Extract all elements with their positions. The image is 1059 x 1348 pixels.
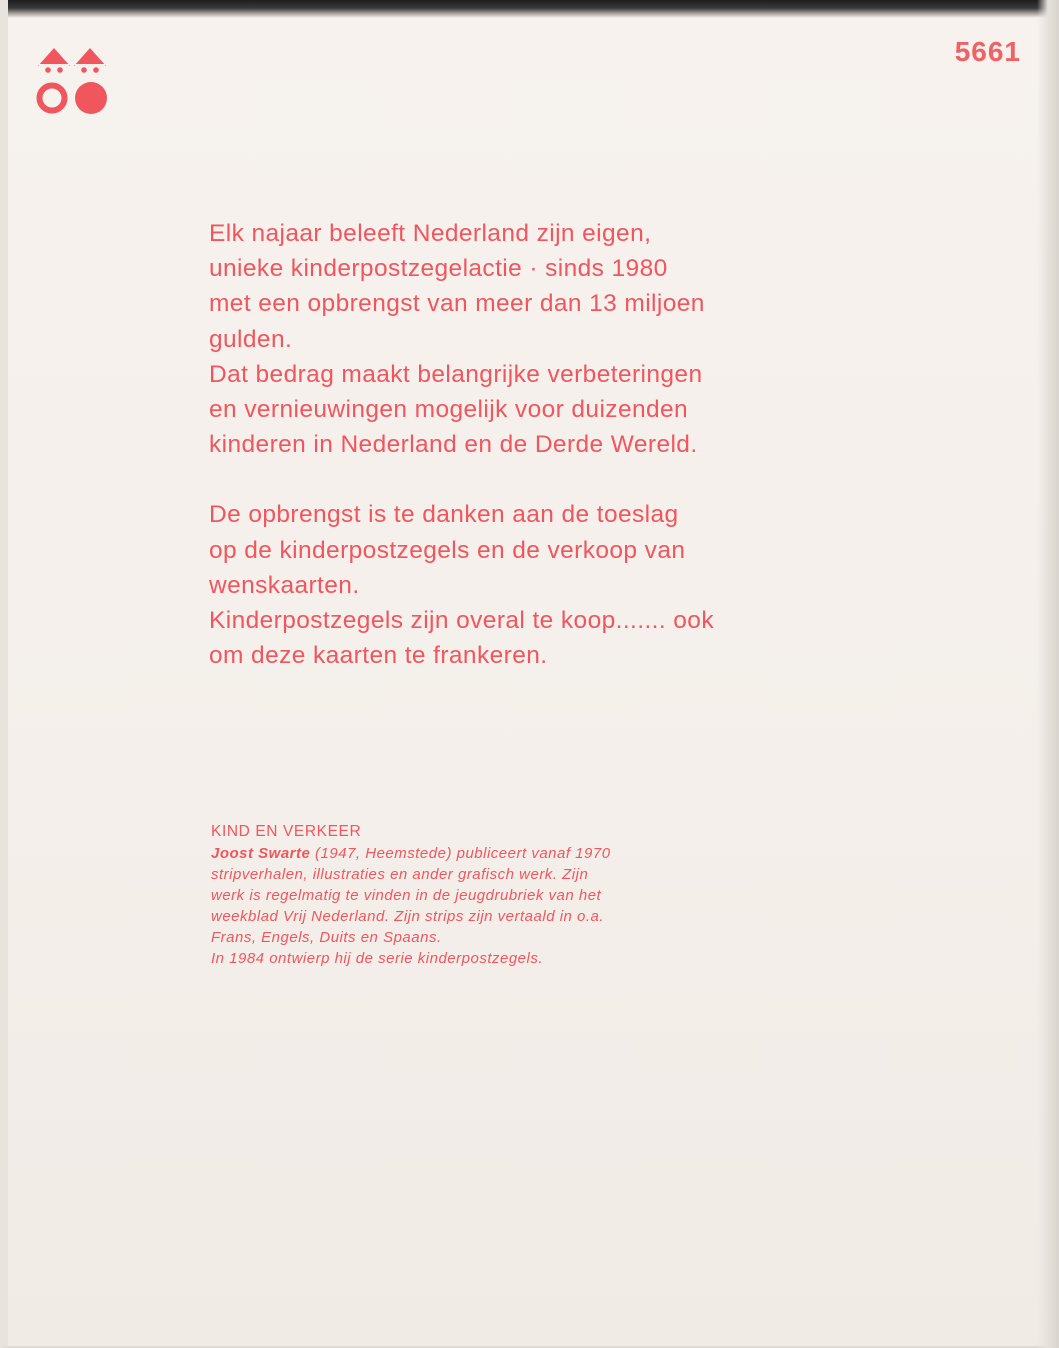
artist-name: Joost Swarte <box>211 845 311 862</box>
main-paragraph-1: Elk najaar beleeft Nederland zijn eigen, unieke kinderpostzegelactie · sinds 1980 met een opbrengst van meer dan 13 miljoen gulden. Dat bedrag maakt belangrijke verbeteringen en vernieuwingen mogelijk voor duizenden kinderen in Nederland en de Derde Wereld. <box>209 220 705 459</box>
artist-bio: (1947, Heemstede) publiceert vanaf 1970 stripverhalen, illustraties en ander grafisch werk. Zijn werk is regelmatig te vinden in de jeugdrubriek van het weekblad Vrij Nederland. Zijn strips zijn vertaald in o.a. Frans, Engels, Duits en Spaans. In 1984 ontwierp hij de serie kinderpostzegels. <box>211 845 611 967</box>
main-text <box>209 216 849 673</box>
credits-block <box>211 822 771 969</box>
catalog-number: 5661 <box>954 36 1021 67</box>
credits-body <box>211 843 771 969</box>
credits-title: KIND EN VERKEER <box>211 823 362 840</box>
main-paragraph-2: De opbrengst is te danken aan de toeslag op de kinderpostzegels en de verkoop van wenskaarten. Kinderpostzegels zijn overal te koop....... ook om deze kaarten te frankeren. <box>209 501 714 670</box>
card-right-edge <box>1037 0 1059 1348</box>
card-top-edge <box>8 0 1059 18</box>
two-children-faces-logo-icon <box>36 42 110 118</box>
